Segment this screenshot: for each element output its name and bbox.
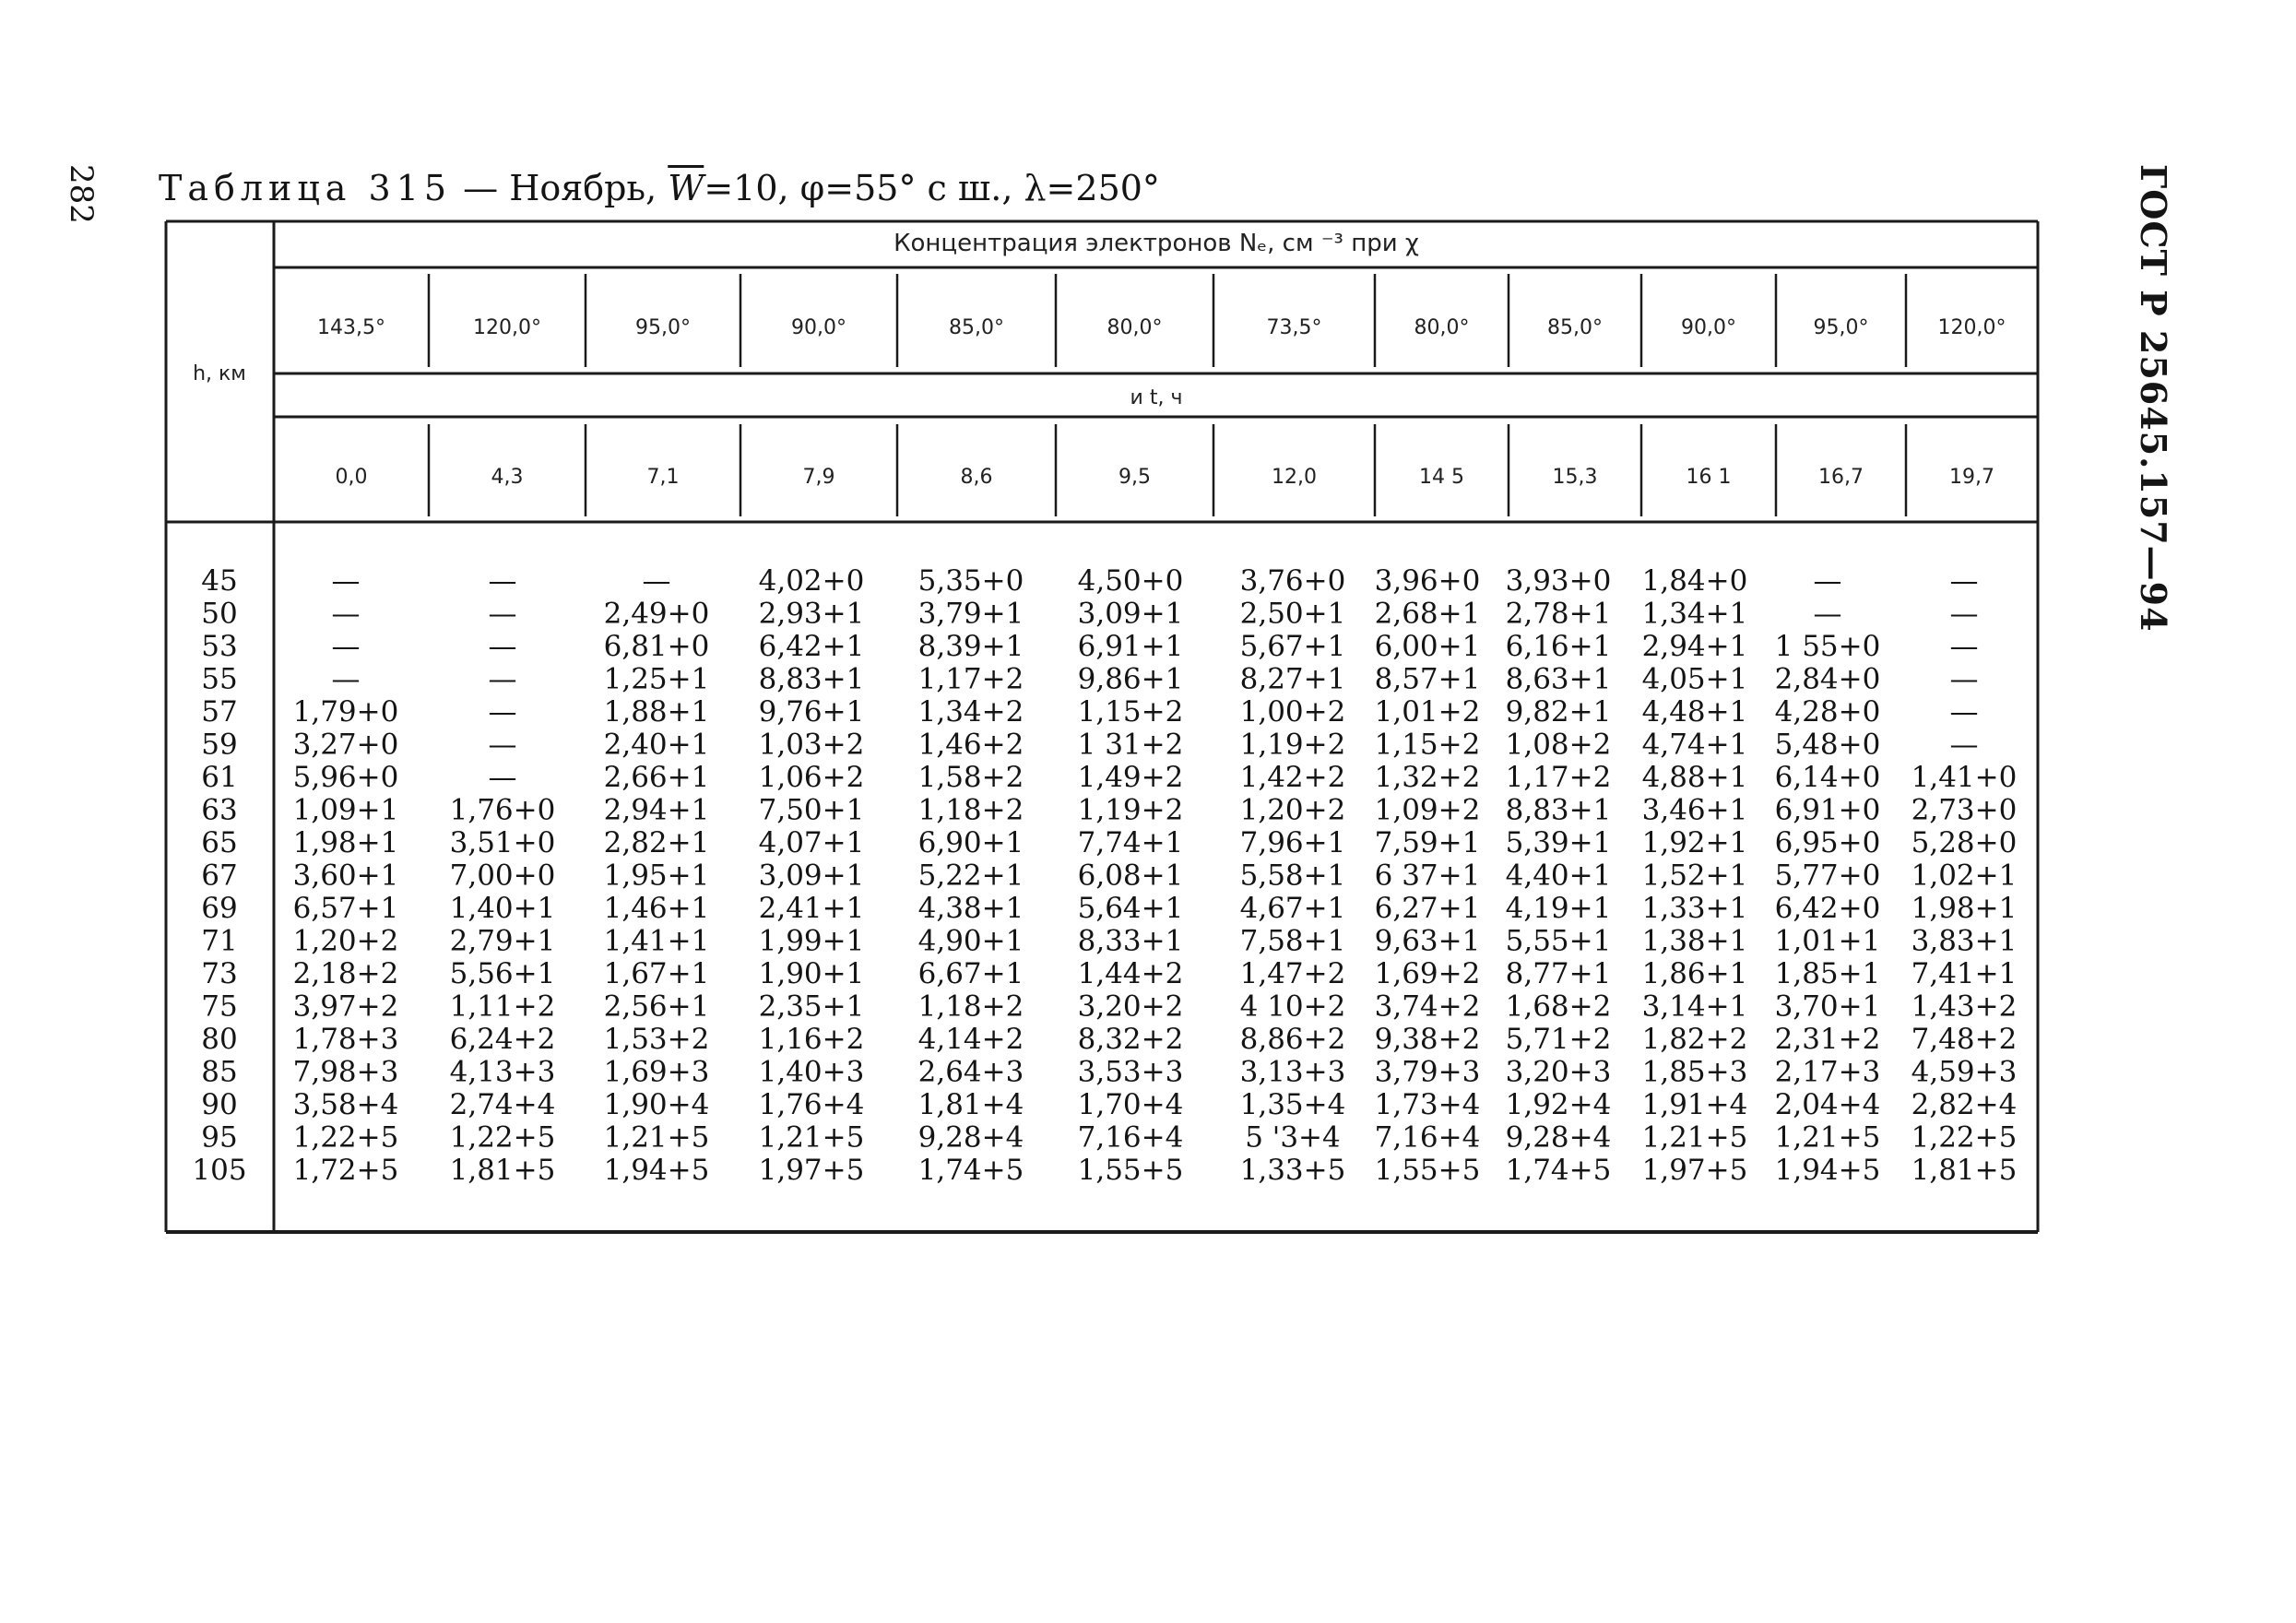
- table-cell: 8,63+1: [1505, 662, 1612, 696]
- chi-header: 73,5°: [1266, 316, 1322, 339]
- table-cell: —: [488, 630, 517, 663]
- table-cell: 7,74+1: [1077, 826, 1184, 859]
- table-cell: 1,42+2: [1239, 761, 1346, 794]
- table-cell: 1,40+1: [449, 892, 556, 925]
- table-cell: 3,27+0: [292, 728, 399, 762]
- table-cell: 6,24+2: [449, 1023, 556, 1056]
- table-cell: 2,74+4: [449, 1088, 556, 1121]
- table-cell: 6,27+1: [1374, 892, 1481, 925]
- table-cell: 5,56+1: [449, 957, 556, 990]
- table-cell: 1,46+1: [603, 892, 710, 925]
- table-cell: 5,39+1: [1505, 826, 1612, 859]
- table-cell: 1,21+5: [1774, 1120, 1881, 1155]
- table-cell: —: [488, 761, 517, 794]
- table-cell: 8,27+1: [1239, 662, 1346, 696]
- chi-header: 80,0°: [1414, 316, 1470, 339]
- table-cell: 5,28+0: [1911, 826, 2018, 859]
- table-cell: 1,73+4: [1374, 1088, 1481, 1121]
- caption-label: Таблица 315: [159, 168, 453, 208]
- table-cell: 1,74+5: [917, 1154, 1024, 1187]
- table-cell: 3,60+1: [292, 859, 399, 893]
- table-cell: 2,94+1: [603, 793, 710, 827]
- table-cell: 1,81+4: [917, 1088, 1024, 1121]
- table-cell: 1,09+2: [1374, 793, 1481, 827]
- table-cell: 1,32+2: [1374, 761, 1481, 794]
- table-cell: 7,41+1: [1911, 957, 2018, 990]
- table-cell: 3,09+1: [758, 859, 865, 893]
- table-cell: 8,39+1: [917, 630, 1024, 663]
- table-cell: 1,67+1: [603, 957, 710, 990]
- h-value: 65: [201, 826, 238, 859]
- table-cell: —: [488, 662, 517, 696]
- table-cell: 1,90+4: [603, 1088, 710, 1121]
- h-value: 105: [192, 1154, 247, 1187]
- table-cell: 1,33+5: [1239, 1154, 1346, 1187]
- table-cell: 5,64+1: [1077, 892, 1184, 925]
- table-cell: 1,69+2: [1374, 957, 1481, 990]
- h-value: 69: [201, 892, 238, 925]
- table-cell: 1,33+1: [1641, 892, 1748, 925]
- table-cell: 9,86+1: [1077, 662, 1184, 696]
- table-cell: 1 31+2: [1077, 728, 1184, 762]
- table-cell: 5,77+0: [1774, 859, 1881, 893]
- table-cell: 3,70+1: [1774, 989, 1881, 1024]
- chi-header: 143,5°: [317, 316, 385, 339]
- h-value: 63: [201, 793, 238, 827]
- table-cell: 1,99+1: [758, 924, 865, 958]
- table-cell: —: [1813, 564, 1842, 598]
- table-cell: 1,97+5: [758, 1154, 865, 1187]
- table-cell: 4 10+2: [1239, 989, 1346, 1024]
- table-cell: 1,72+5: [292, 1154, 399, 1187]
- table-cell: 6,00+1: [1374, 630, 1481, 663]
- table-cell: 8,32+2: [1077, 1023, 1184, 1056]
- table-cell: 8,77+1: [1505, 957, 1612, 990]
- table-cell: 1,94+5: [1774, 1154, 1881, 1187]
- table-cell: 1,20+2: [292, 924, 399, 958]
- h-value: 75: [201, 989, 238, 1024]
- table-cell: 1,35+4: [1239, 1088, 1346, 1121]
- table-cell: 2,66+1: [603, 761, 710, 794]
- chi-header: 80,0°: [1107, 316, 1163, 339]
- table-cell: 4,28+0: [1774, 695, 1881, 729]
- table-cell: 2,40+1: [603, 728, 710, 762]
- table-cell: 3,13+3: [1239, 1055, 1346, 1089]
- table-cell: 1,09+1: [292, 793, 399, 827]
- table-cell: 1,43+2: [1911, 989, 2018, 1024]
- table-cell: 1,97+5: [1641, 1154, 1748, 1187]
- table-cell: 1,69+3: [603, 1055, 710, 1089]
- table-cell: 5,55+1: [1505, 924, 1612, 958]
- chi-header: 120,0°: [1937, 316, 2006, 339]
- table-cell: 6,90+1: [917, 826, 1024, 859]
- table-cell: 6,67+1: [917, 957, 1024, 990]
- chi-group-header: Концентрация электронов Nₑ, см ⁻³ при χ: [894, 230, 1419, 257]
- table-cell: 3,79+1: [917, 597, 1024, 631]
- table-cell: 2,17+3: [1774, 1055, 1881, 1089]
- table-cell: 1,85+3: [1641, 1055, 1748, 1089]
- table-cell: 6,81+0: [603, 630, 710, 663]
- table-cell: 1,40+3: [758, 1055, 865, 1089]
- table-cell: 3,76+0: [1239, 564, 1346, 598]
- table-cell: 3,74+2: [1374, 989, 1481, 1024]
- table-cell: 1,22+5: [449, 1120, 556, 1155]
- table-cell: 1,95+1: [603, 859, 710, 893]
- table-cell: 4,67+1: [1239, 892, 1346, 925]
- table-cell: 1,01+2: [1374, 695, 1481, 729]
- chi-header: 95,0°: [635, 316, 691, 339]
- table-cell: 2,04+4: [1774, 1088, 1881, 1121]
- table-cell: —: [642, 564, 671, 598]
- table-cell: 3,53+3: [1077, 1055, 1184, 1089]
- table-cell: 3,51+0: [449, 826, 556, 859]
- table-cell: 7,16+4: [1077, 1120, 1184, 1155]
- table-cell: 1,21+5: [1641, 1120, 1748, 1155]
- table-cell: 6,95+0: [1774, 826, 1881, 859]
- table-cell: 1,25+1: [603, 662, 710, 696]
- table-cell: —: [1949, 564, 1979, 598]
- table-cell: 1,16+2: [758, 1023, 865, 1056]
- table-cell: 9,63+1: [1374, 924, 1481, 958]
- table-cell: 1,55+5: [1077, 1154, 1184, 1187]
- table-cell: 9,28+4: [917, 1120, 1024, 1155]
- table-cell: 1,55+5: [1374, 1154, 1481, 1187]
- table-cell: 1,98+1: [1911, 892, 2018, 925]
- t-header: 4,3: [491, 466, 524, 489]
- table-cell: 1,17+2: [1505, 761, 1612, 794]
- table-cell: 4,13+3: [449, 1055, 556, 1089]
- h-value: 80: [201, 1023, 238, 1056]
- table-cell: 2,56+1: [603, 989, 710, 1024]
- table-cell: 5,22+1: [917, 859, 1024, 893]
- h-value: 45: [201, 564, 238, 598]
- table-cell: 2,73+0: [1911, 793, 2018, 827]
- table-cell: 5,48+0: [1774, 728, 1881, 762]
- t-header: 7,1: [646, 466, 680, 489]
- table-cell: 1,22+5: [1911, 1120, 2018, 1155]
- table-cell: 4,48+1: [1641, 695, 1748, 729]
- table-cell: 1,68+2: [1505, 989, 1612, 1024]
- table-cell: 2,18+2: [292, 957, 399, 990]
- table-cell: 4,59+3: [1911, 1055, 2018, 1089]
- table-cell: —: [1949, 695, 1979, 729]
- table-cell: 1,76+0: [449, 793, 556, 827]
- table-cell: 1,34+2: [917, 695, 1024, 729]
- table-cell: 6,57+1: [292, 892, 399, 925]
- table-cell: 3,83+1: [1911, 924, 2018, 958]
- table-cell: 6,42+0: [1774, 892, 1881, 925]
- table-cell: 6 37+1: [1374, 859, 1481, 893]
- table-cell: 3,58+4: [292, 1088, 399, 1121]
- table-cell: —: [488, 728, 517, 762]
- table-cell: 4,19+1: [1505, 892, 1612, 925]
- table-cell: 1,02+1: [1911, 859, 2018, 893]
- table-cell: 5,35+0: [917, 564, 1024, 598]
- table-cell: 1,52+1: [1641, 859, 1748, 893]
- table-cell: 1,92+4: [1505, 1088, 1612, 1121]
- table-cell: 8,33+1: [1077, 924, 1184, 958]
- table-cell: 9,82+1: [1505, 695, 1612, 729]
- table-cell: 1,81+5: [449, 1154, 556, 1187]
- table-cell: 1,84+0: [1641, 564, 1748, 598]
- table-cell: 1,18+2: [917, 989, 1024, 1024]
- table-cell: 4,05+1: [1641, 662, 1748, 696]
- table-cell: 6,91+0: [1774, 793, 1881, 827]
- table-cell: —: [331, 630, 361, 663]
- table-cell: —: [1813, 597, 1842, 631]
- table-cell: 1,19+2: [1239, 728, 1346, 762]
- table-cell: —: [331, 564, 361, 598]
- table-cell: 1,19+2: [1077, 793, 1184, 827]
- chi-header: 95,0°: [1813, 316, 1869, 339]
- table-cell: 2,41+1: [758, 892, 865, 925]
- h-value: 90: [201, 1088, 238, 1121]
- table-cell: 4,90+1: [917, 924, 1024, 958]
- table-cell: 7,98+3: [292, 1055, 399, 1089]
- table-cell: 9,28+4: [1505, 1120, 1612, 1155]
- table-cell: 1,78+3: [292, 1023, 399, 1056]
- table-cell: 3,79+3: [1374, 1055, 1481, 1089]
- table-cell: 1,15+2: [1077, 695, 1184, 729]
- table-cell: 1,11+2: [449, 989, 556, 1024]
- table-cell: 7,96+1: [1239, 826, 1346, 859]
- table-cell: 1 55+0: [1774, 630, 1881, 663]
- table-cell: —: [1949, 630, 1979, 663]
- table-cell: 3,46+1: [1641, 793, 1748, 827]
- t-header: 16,7: [1818, 466, 1864, 489]
- table-cell: 3,96+0: [1374, 564, 1481, 598]
- table-cell: 6,91+1: [1077, 630, 1184, 663]
- table-cell: 2,35+1: [758, 989, 865, 1024]
- h-value: 85: [201, 1055, 238, 1089]
- table-cell: 1,00+2: [1239, 695, 1346, 729]
- t-header: 0,0: [335, 466, 368, 489]
- table-cell: 8,86+2: [1239, 1023, 1346, 1056]
- table-cell: 2,94+1: [1641, 630, 1748, 663]
- table-cell: 7,48+2: [1911, 1023, 2018, 1056]
- table-cell: 1,86+1: [1641, 957, 1748, 990]
- table-cell: 2,68+1: [1374, 597, 1481, 631]
- table-cell: 1,34+1: [1641, 597, 1748, 631]
- chi-header: 85,0°: [949, 316, 1004, 339]
- chi-header: 85,0°: [1547, 316, 1603, 339]
- table-cell: 2,84+0: [1774, 662, 1881, 696]
- table-cell: 8,83+1: [1505, 793, 1612, 827]
- table-cell: 1,98+1: [292, 826, 399, 859]
- table-cell: 2,64+3: [917, 1055, 1024, 1089]
- h-value: 73: [201, 957, 238, 990]
- chi-header: 90,0°: [791, 316, 846, 339]
- table-cell: 1,03+2: [758, 728, 865, 762]
- table-cell: —: [1949, 597, 1979, 631]
- table-cell: 4,02+0: [758, 564, 865, 598]
- table-cell: 1,70+4: [1077, 1088, 1184, 1121]
- table-cell: 2,78+1: [1505, 597, 1612, 631]
- table-cell: 9,76+1: [758, 695, 865, 729]
- h-value: 61: [201, 761, 238, 794]
- table-cell: 1,22+5: [292, 1120, 399, 1155]
- t-header: 16 1: [1686, 466, 1732, 489]
- table-cell: —: [331, 597, 361, 631]
- table-cell: 1,08+2: [1505, 728, 1612, 762]
- table-cell: 1,47+2: [1239, 957, 1346, 990]
- table-cell: 5,58+1: [1239, 859, 1346, 893]
- table-cell: 2,50+1: [1239, 597, 1346, 631]
- table-cell: 8,57+1: [1374, 662, 1481, 696]
- table-cell: 2,49+0: [603, 597, 710, 631]
- table-cell: 1,20+2: [1239, 793, 1346, 827]
- table-cell: 1,06+2: [758, 761, 865, 794]
- table-cell: —: [488, 564, 517, 598]
- table-cell: 1,85+1: [1774, 957, 1881, 990]
- t-header: 9,5: [1118, 466, 1151, 489]
- table-cell: —: [331, 662, 361, 696]
- t-header: 19,7: [1949, 466, 1994, 489]
- table-cell: —: [1949, 728, 1979, 762]
- table-cell: 9,38+2: [1374, 1023, 1481, 1056]
- table-cell: 1,74+5: [1505, 1154, 1612, 1187]
- caption-w-symbol: $\overline{W}$: [668, 168, 704, 208]
- table-cell: 1,53+2: [603, 1023, 710, 1056]
- table-cell: 2,79+1: [449, 924, 556, 958]
- table-cell: 1,01+1: [1774, 924, 1881, 958]
- table-cell: 1,94+5: [603, 1154, 710, 1187]
- table-cell: —: [488, 695, 517, 729]
- chi-header: 120,0°: [473, 316, 541, 339]
- t-header: 7,9: [802, 466, 835, 489]
- table-cell: 1,18+2: [917, 793, 1024, 827]
- table-cell: 2,31+2: [1774, 1023, 1881, 1056]
- table-cell: 1,41+0: [1911, 761, 2018, 794]
- table-cell: 1,15+2: [1374, 728, 1481, 762]
- table-cell: 6,42+1: [758, 630, 865, 663]
- table-cell: 1,38+1: [1641, 924, 1748, 958]
- chi-header: 90,0°: [1681, 316, 1736, 339]
- h-value: 50: [201, 597, 238, 631]
- table-cell: 1,21+5: [758, 1120, 865, 1155]
- h-value: 57: [201, 695, 238, 729]
- table-cell: 6,16+1: [1505, 630, 1612, 663]
- h-value: 53: [201, 630, 238, 663]
- table-cell: 7,58+1: [1239, 924, 1346, 958]
- table-cell: 7,16+4: [1374, 1120, 1481, 1155]
- table-cell: 2,82+1: [603, 826, 710, 859]
- table-cell: 1,82+2: [1641, 1023, 1748, 1056]
- table-cell: 2,82+4: [1911, 1088, 2018, 1121]
- table-cell: 1,17+2: [917, 662, 1024, 696]
- table-cell: 4,50+0: [1077, 564, 1184, 598]
- page-number: 282: [63, 164, 100, 224]
- table-cell: 5,67+1: [1239, 630, 1346, 663]
- h-value: 55: [201, 662, 238, 696]
- table-cell: 6,08+1: [1077, 859, 1184, 893]
- table-cell: 1,88+1: [603, 695, 710, 729]
- table-cell: 1,91+4: [1641, 1088, 1748, 1121]
- table-cell: 1,58+2: [917, 761, 1024, 794]
- table-cell: 5,71+2: [1505, 1023, 1612, 1056]
- table-cell: 1,21+5: [603, 1120, 710, 1155]
- table-cell: 7,50+1: [758, 793, 865, 827]
- table-cell: 1,81+5: [1911, 1154, 2018, 1187]
- table-cell: 5,96+0: [292, 761, 399, 794]
- table-cell: 3,97+2: [292, 989, 399, 1024]
- t-header: 8,6: [960, 466, 993, 489]
- table-cell: 1,46+2: [917, 728, 1024, 762]
- table-cell: 1,76+4: [758, 1088, 865, 1121]
- table-cell: 3,09+1: [1077, 597, 1184, 631]
- table-cell: 1,92+1: [1641, 826, 1748, 859]
- table-cell: 1,79+0: [292, 695, 399, 729]
- h-value: 59: [201, 728, 238, 762]
- table-cell: 4,38+1: [917, 892, 1024, 925]
- table-cell: 4,07+1: [758, 826, 865, 859]
- document-code: ГОСТ Р 25645.157—94: [2133, 164, 2174, 633]
- h-value: 67: [201, 859, 238, 893]
- table-cell: 2,93+1: [758, 597, 865, 631]
- table-cell: —: [488, 597, 517, 631]
- t-group-header: и t, ч: [1130, 386, 1183, 409]
- table-cell: 4,88+1: [1641, 761, 1748, 794]
- h-value: 71: [201, 924, 238, 958]
- table-cell: 3,20+3: [1505, 1055, 1612, 1089]
- caption-rest: — Ноябрь,: [452, 168, 669, 208]
- table-cell: 6,14+0: [1774, 761, 1881, 794]
- table-cell: 1,44+2: [1077, 957, 1184, 990]
- table-cell: 8,83+1: [758, 662, 865, 696]
- table-cell: 4,14+2: [917, 1023, 1024, 1056]
- caption-params: =10, φ=55° с ш., λ=250°: [704, 168, 1160, 208]
- table-cell: 3,20+2: [1077, 989, 1184, 1024]
- table-cell: 5 '3+4: [1245, 1120, 1341, 1155]
- table-cell: 1,90+1: [758, 957, 865, 990]
- h-value: 95: [201, 1120, 238, 1155]
- t-header: 14 5: [1419, 466, 1464, 489]
- table-cell: —: [1949, 662, 1979, 696]
- table-cell: 4,40+1: [1505, 859, 1612, 893]
- table-cell: 3,93+0: [1505, 564, 1612, 598]
- t-header: 15,3: [1552, 466, 1598, 489]
- table-cell: 1,41+1: [603, 924, 710, 958]
- table-cell: 7,59+1: [1374, 826, 1481, 859]
- t-header: 12,0: [1272, 466, 1317, 489]
- row-header-label: h, км: [193, 362, 246, 385]
- table-cell: 4,74+1: [1641, 728, 1748, 762]
- table-cell: 7,00+0: [449, 859, 556, 893]
- table-cell: 1,49+2: [1077, 761, 1184, 794]
- table-cell: 3,14+1: [1641, 989, 1748, 1024]
